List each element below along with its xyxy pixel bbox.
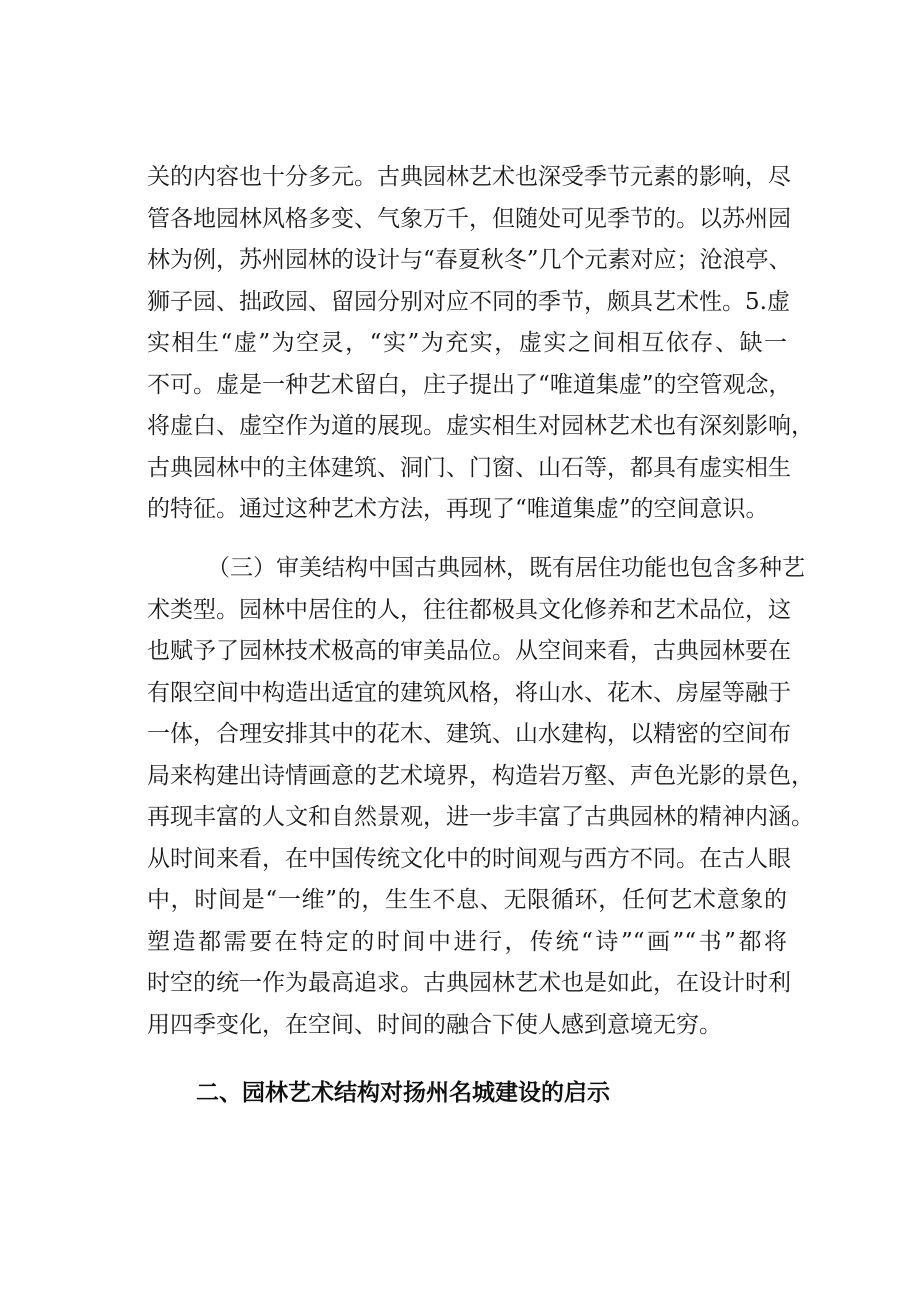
paragraph-line: （三）审美结构中国古典园林，既有居住功能也包含多种艺	[207, 555, 805, 581]
paragraph-line: 古典园林中的主体建筑、洞门、门窗、山石等，都具有虚实相生	[147, 454, 791, 481]
section-heading: 二、园林艺术结构对扬州名城建设的启示	[196, 1080, 610, 1106]
paragraph-line: 有限空间中构造出适宜的建筑风格，将山水、花木、房屋等融于	[147, 679, 791, 706]
paragraph-line: 术类型。园林中居住的人，往往都极具文化修养和艺术品位，这	[147, 596, 791, 623]
paragraph-line: 从时间来看，在中国传统文化中的时间观与西方不同。在古人眼	[147, 845, 791, 872]
paragraph-line: 将虚白、虚空作为道的展现。虚实相生对园林艺术也有深刻影响，	[147, 413, 814, 439]
paragraph-seasons-and-void	[147, 157, 814, 531]
paragraph-line: 林为例，苏州园林的设计与“春夏秋冬”几个元素对应；沧浪亭、	[147, 247, 792, 273]
paragraph-line: 实相生“虚”为空灵，“实”为充实，虚实之间相互依存、缺一	[147, 330, 787, 356]
paragraph-line: 的特征。通过这种艺术方法，再现了“唯道集虚”的空间意识。	[147, 496, 769, 522]
paragraph-line: 再现丰富的人文和自然景观，进一步丰富了古典园林的精神内涵。	[147, 804, 814, 830]
paragraph-line: 不可。虚是一种艺术留白，庄子提出了“唯道集虚”的空管观念，	[147, 371, 792, 398]
paragraph-line: 关的内容也十分多元。古典园林艺术也深受季节元素的影响，尽	[147, 164, 791, 190]
paragraph-line: 局来构建出诗情画意的艺术境界，构造岩万壑、声色光影的景色，	[147, 762, 814, 789]
paragraph-line: 塑造都需要在特定的时间中进行，传统“诗”“画”“书”都将	[147, 928, 787, 955]
paragraph-line: 管各地园林风格多变、气象万千，但随处可见季节的。以苏州园	[147, 205, 791, 232]
paragraph-aesthetic-structure	[147, 548, 814, 1046]
paragraph-line: 也赋予了园林技术极高的审美品位。从空间来看，古典园林要在	[147, 638, 791, 664]
paragraph-line: 狮子园、拙政园、留园分别对应不同的季节，颇具艺术性。5.虚	[147, 288, 790, 315]
paragraph-line: 用四季变化，在空间、时间的融合下使人感到意境无穷。	[147, 1011, 722, 1038]
paragraph-line: 一体，合理安排其中的花木、建筑、山水建构，以精密的空间布	[147, 721, 791, 747]
paragraph-line: 时空的统一作为最高追求。古典园林艺术也是如此，在设计时利	[147, 970, 791, 996]
paragraph-line: 中，时间是“一维”的，生生不息、无限循环，任何艺术意象的	[147, 887, 787, 913]
